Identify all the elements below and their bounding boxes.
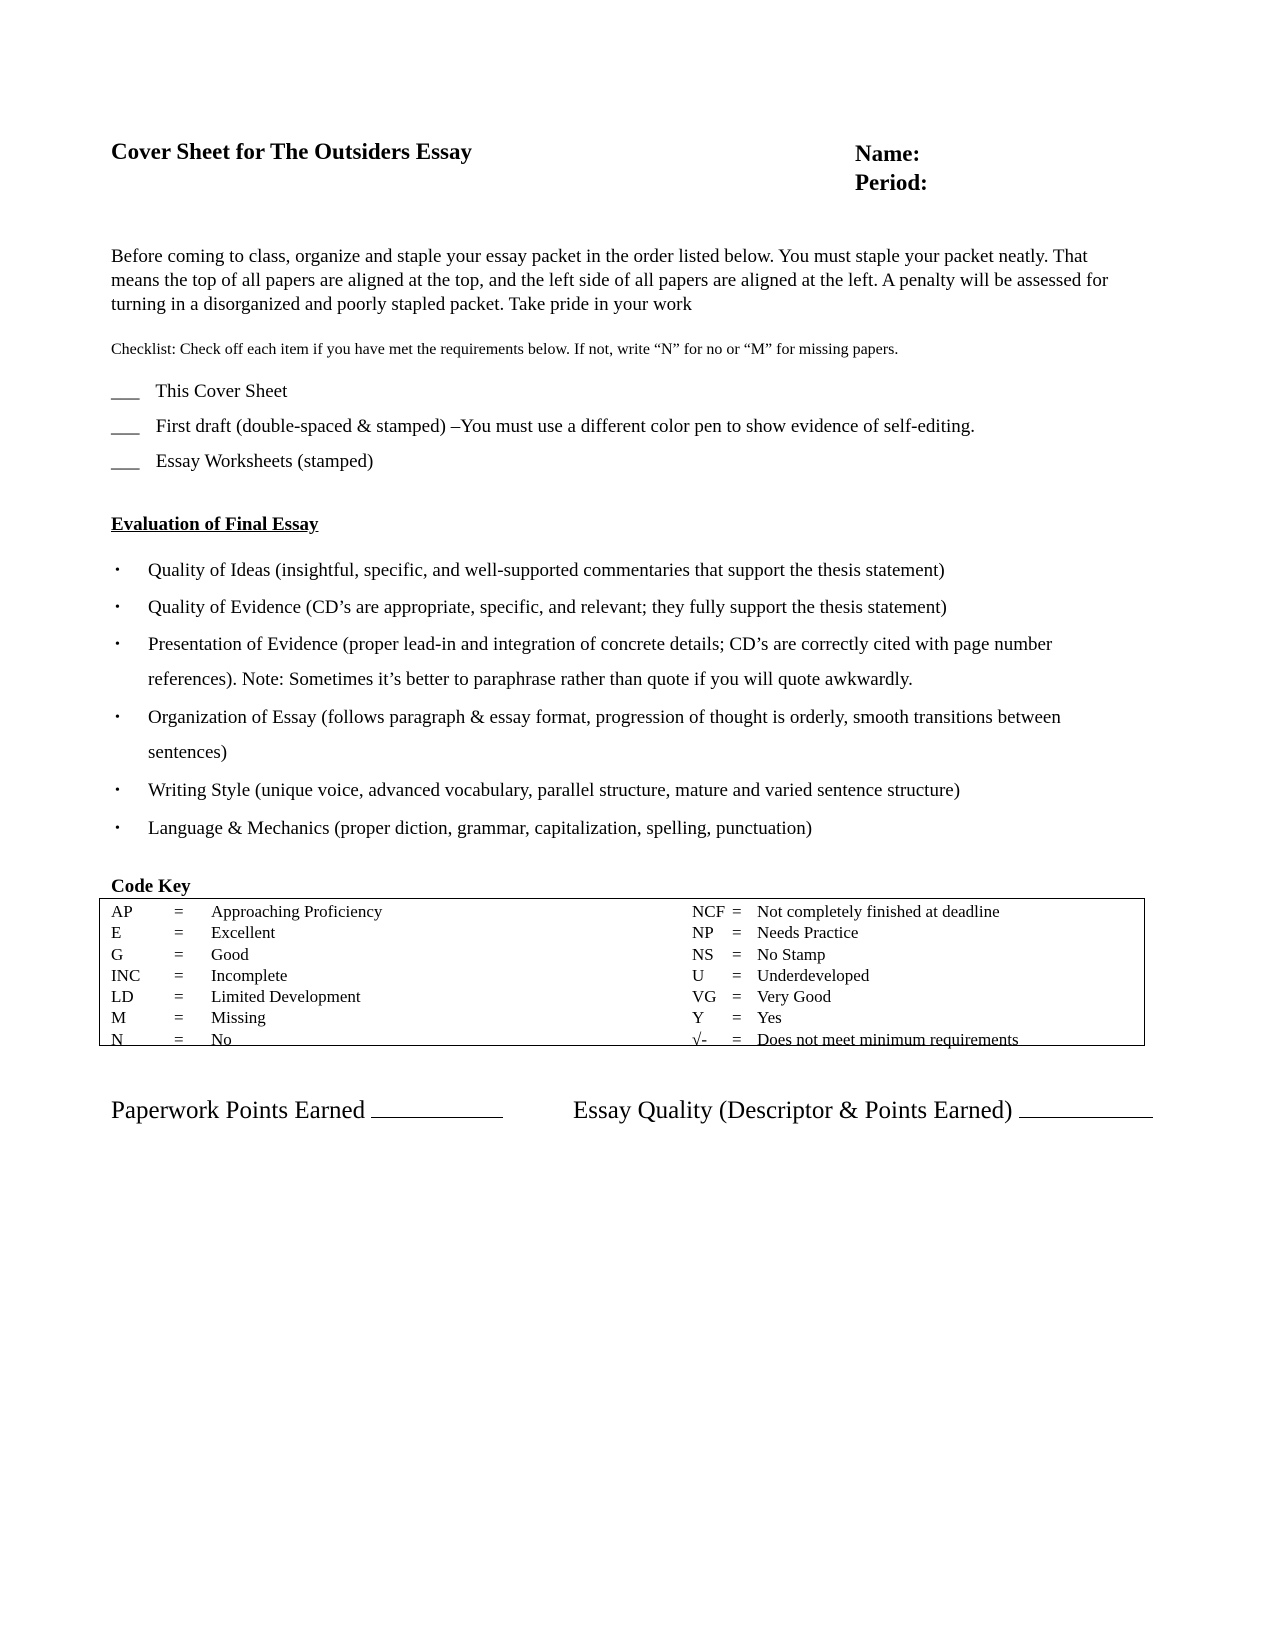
student-info-block	[855, 139, 928, 197]
code-key-right-column	[692, 901, 1132, 1050]
code-meaning: No Stamp	[757, 944, 826, 964]
code-abbr: √-	[692, 1029, 707, 1049]
evaluation-item-text: Quality of Evidence (CD’s are appropriate, specific, and relevant; they fully support the thesis statement)	[148, 597, 947, 618]
essay-quality-blank[interactable]	[1019, 1116, 1153, 1118]
name-label: Name:	[855, 141, 921, 166]
code-eq: =	[174, 987, 184, 1007]
code-abbr: N	[111, 1029, 124, 1049]
code-row	[692, 944, 1132, 965]
code-eq: =	[174, 1008, 184, 1028]
code-meaning: Yes	[757, 1008, 782, 1028]
check-blank: ___	[111, 381, 140, 402]
paperwork-points-field	[111, 1097, 503, 1125]
code-meaning: Approaching Proficiency	[211, 902, 383, 921]
code-row	[692, 922, 1132, 943]
code-meaning: Good	[211, 944, 249, 964]
paperwork-points-blank[interactable]	[371, 1116, 503, 1118]
code-abbr: NCF	[692, 902, 726, 921]
code-meaning: No	[211, 1029, 232, 1049]
code-row	[692, 986, 1132, 1007]
code-meaning: Excellent	[211, 923, 276, 943]
code-eq: =	[732, 987, 742, 1007]
code-abbr: U	[692, 965, 705, 985]
intro-line: means the top of all papers are aligned at the top, and the left side of all papers are aligned at the left. A penalty will be assessed for	[111, 270, 1109, 291]
code-row	[692, 901, 1132, 922]
evaluation-item	[111, 811, 1211, 846]
code-eq: =	[174, 923, 184, 943]
essay-quality-label: Essay Quality (Descriptor & Points Earned)	[573, 1097, 1013, 1124]
bullet-icon: •	[115, 600, 120, 615]
evaluation-item-text: Organization of Essay (follows paragraph & essay format, progression of thought is orderly, smooth transitions between	[148, 707, 1061, 728]
code-row	[111, 944, 611, 965]
evaluation-item-text: Presentation of Evidence (proper lead-in and integration of concrete details; CD’s are correctly cited with page number	[148, 634, 1053, 655]
code-meaning: Limited Development	[211, 987, 361, 1007]
evaluation-item	[111, 627, 1211, 697]
code-eq: =	[732, 923, 742, 943]
paperwork-points-label: Paperwork Points Earned	[111, 1097, 366, 1124]
code-abbr: G	[111, 944, 124, 964]
essay-quality-field	[573, 1097, 1153, 1125]
code-key-table	[99, 898, 1145, 1049]
intro-line: Before coming to class, organize and staple your essay packet in the order listed below. You must staple your packet neatly. That	[111, 246, 1088, 267]
code-abbr: M	[111, 1008, 127, 1028]
bullet-icon: •	[115, 783, 120, 798]
code-key-left-column	[111, 901, 611, 1050]
evaluation-item-text: Language & Mechanics (proper diction, grammar, capitalization, spelling, punctuation)	[148, 818, 813, 839]
checklist-item-label: First draft (double-spaced & stamped) –You must use a different color pen to show evidence of self-editing.	[155, 416, 976, 437]
page-title: Cover Sheet for The Outsiders Essay	[111, 139, 472, 164]
period-label: Period:	[855, 170, 928, 195]
checklist-item	[111, 381, 287, 403]
check-blank: ___	[111, 416, 140, 437]
code-abbr: INC	[111, 965, 141, 985]
intro-paragraph	[111, 245, 1211, 317]
code-abbr: Y	[692, 1008, 705, 1028]
evaluation-item	[111, 553, 1211, 588]
evaluation-item-text-cont: sentences)	[148, 742, 228, 763]
code-meaning: Very Good	[757, 987, 832, 1007]
evaluation-item	[111, 700, 1211, 770]
code-row	[111, 986, 611, 1007]
code-row	[111, 1007, 611, 1028]
code-eq: =	[732, 1008, 742, 1028]
code-abbr: AP	[111, 902, 133, 921]
code-abbr: VG	[692, 987, 717, 1007]
code-key-heading: Code Key	[111, 876, 191, 897]
check-blank: ___	[111, 451, 140, 472]
code-row	[111, 901, 611, 922]
code-eq: =	[174, 965, 184, 985]
checklist-item	[111, 451, 373, 473]
evaluation-heading: Evaluation of Final Essay	[111, 514, 319, 535]
code-eq: =	[732, 1029, 742, 1049]
code-meaning: Not completely finished at deadline	[757, 902, 1000, 921]
code-meaning: Needs Practice	[757, 923, 859, 943]
checklist-item-label: Essay Worksheets (stamped)	[155, 451, 374, 472]
evaluation-item-text: Quality of Ideas (insightful, specific, and well-supported commentaries that support the thesis statement)	[148, 560, 945, 581]
code-row	[692, 965, 1132, 986]
code-eq: =	[174, 944, 184, 964]
code-abbr: NP	[692, 923, 714, 943]
code-eq: =	[174, 902, 184, 921]
code-meaning: Missing	[211, 1008, 266, 1028]
bullet-icon: •	[115, 563, 120, 578]
evaluation-item	[111, 590, 1211, 625]
code-abbr: LD	[111, 987, 134, 1007]
code-row	[111, 922, 611, 943]
code-row	[111, 965, 611, 986]
intro-line: turning in a disorganized and poorly stapled packet. Take pride in your work	[111, 294, 693, 315]
evaluation-item-text-cont: references). Note: Sometimes it’s better to paraphrase rather than quote if you will quote awkwardly.	[148, 669, 913, 690]
checklist-item	[111, 416, 975, 438]
evaluation-item-text: Writing Style (unique voice, advanced vocabulary, parallel structure, mature and varied sentence structure)	[148, 780, 961, 801]
code-meaning: Does not meet minimum requirements	[757, 1029, 1019, 1049]
code-row	[111, 1029, 611, 1050]
code-meaning: Underdeveloped	[757, 965, 870, 985]
code-eq: =	[732, 902, 742, 921]
code-abbr: E	[111, 923, 122, 943]
evaluation-item	[111, 773, 1211, 808]
checklist-item-label: This Cover Sheet	[155, 381, 288, 402]
bullet-icon: •	[115, 821, 120, 836]
code-row	[692, 1007, 1132, 1028]
code-row	[692, 1029, 1132, 1050]
code-eq: =	[732, 944, 742, 964]
checklist-instruction: Checklist: Check off each item if you have met the requirements below. If not, write “N” for no or “M” for missing papers.	[111, 341, 899, 358]
bullet-icon: •	[115, 637, 120, 652]
code-meaning: Incomplete	[211, 965, 288, 985]
code-eq: =	[174, 1029, 184, 1049]
bullet-icon: •	[115, 710, 120, 725]
code-eq: =	[732, 965, 742, 985]
code-abbr: NS	[692, 944, 714, 964]
